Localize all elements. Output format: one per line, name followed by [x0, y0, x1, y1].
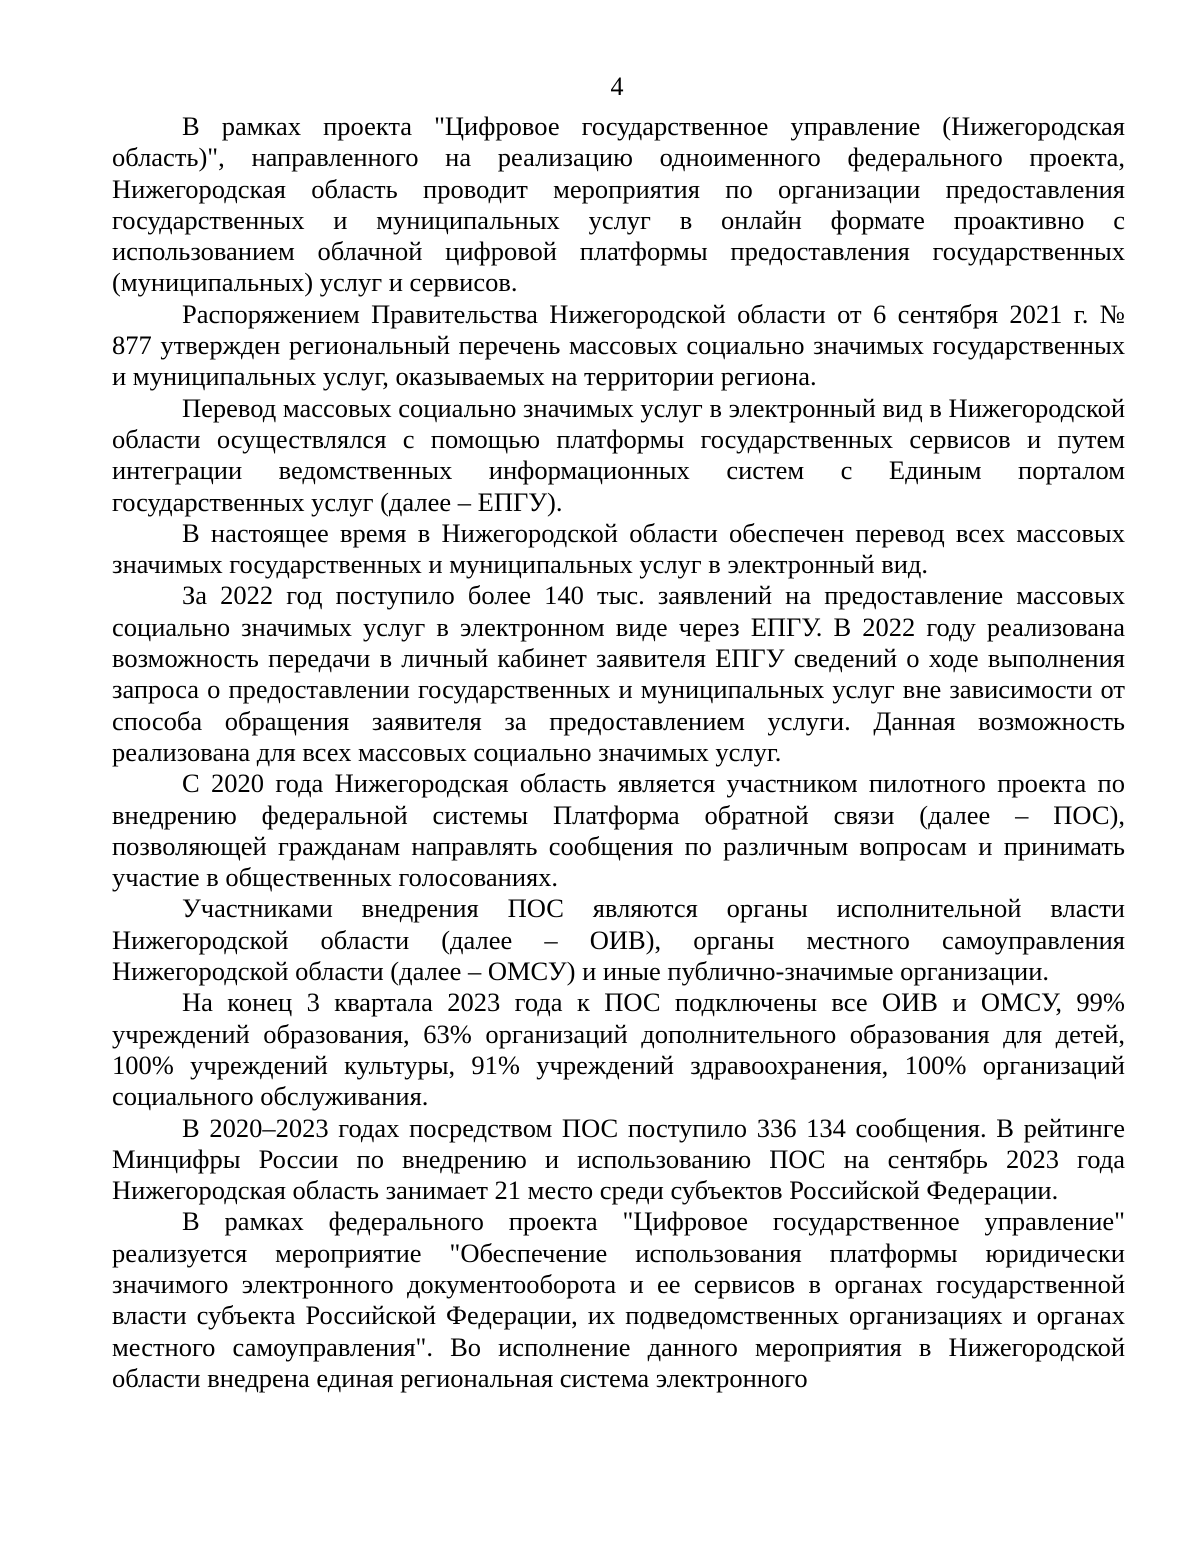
paragraph-government-order: Распоряжением Правительства Нижегородской области от 6 сентября 2021 г. № 877 утвержден региональный перечень массовых социально значимых государственных и муниципальных услуг, оказываемых на территории региона.	[112, 298, 1125, 392]
paragraph-pos-participants: Участниками внедрения ПОС являются органы исполнительной власти Нижегородской области (далее – ОИВ), органы местного самоуправления Нижегородской области (далее – ОМСУ) и иные публично-значимые организации.	[112, 893, 1125, 987]
paragraph-digital-governance-project: В рамках проекта "Цифровое государственное управление (Нижегородская область)", направленного на реализацию одноименного федерального проекта, Нижегородская область проводит мероприятия по организации предоставления государственных и муниципальных услуг в онлайн формате проактивно с использованием облачной цифровой платформы предоставления государственных (муниципальных) услуг и сервисов.	[112, 111, 1125, 298]
page-number: 4	[610, 72, 624, 101]
paragraph-pos-connection-stats: На конец 3 квартала 2023 года к ПОС подключены все ОИВ и ОМСУ, 99% учреждений образования, 63% организаций дополнительного образования для детей, 100% учреждений культуры, 91% учреждений здравоохранения, 100% организаций социального обслуживания.	[112, 987, 1125, 1112]
document-body	[112, 111, 1125, 1394]
paragraph-feedback-platform: С 2020 года Нижегородская область является участником пилотного проекта по внедрению федеральной системы Платформа обратной связи (далее – ПОС), позволяющей гражданам направлять сообщения по различным вопросам и принимать участие в общественных голосованиях.	[112, 768, 1125, 893]
paragraph-2022-applications: За 2022 год поступило более 140 тыс. заявлений на предоставление массовых социально значимых услуг в электронном виде через ЕПГУ. В 2022 году реализована возможность передачи в личный кабинет заявителя ЕПГУ сведений о ходе выполнения запроса о предоставлении государственных и муниципальных услуг вне зависимости от способа обращения заявителя за предоставлением услуги. Данная возможность реализована для всех массовых социально значимых услуг.	[112, 580, 1125, 767]
paragraph-services-transfer: Перевод массовых социально значимых услуг в электронный вид в Нижегородской области осуществлялся с помощью платформы государственных сервисов и путем интеграции ведомственных информационных систем с Единым порталом государственных услуг (далее – ЕПГУ).	[112, 392, 1125, 517]
paragraph-current-status: В настоящее время в Нижегородской области обеспечен перевод всех массовых значимых государственных и муниципальных услуг в электронный вид.	[112, 517, 1125, 580]
paragraph-pos-messages-rating: В 2020–2023 годах посредством ПОС поступило 336 134 сообщения. В рейтинге Минцифры России по внедрению и использованию ПОС на сентябрь 2023 года Нижегородская область занимает 21 место среди субъектов Российской Федерации.	[112, 1112, 1125, 1206]
paragraph-electronic-document-flow: В рамках федерального проекта "Цифровое государственное управление" реализуется мероприятие "Обеспечение использования платформы юридически значимого электронного документооборота и ее сервисов в органах государственной власти субъекта Российской Федерации, их подведомственных организациях и органах местного самоуправления". Во исполнение данного мероприятия в Нижегородской области внедрена единая региональная система электронного	[112, 1206, 1125, 1393]
